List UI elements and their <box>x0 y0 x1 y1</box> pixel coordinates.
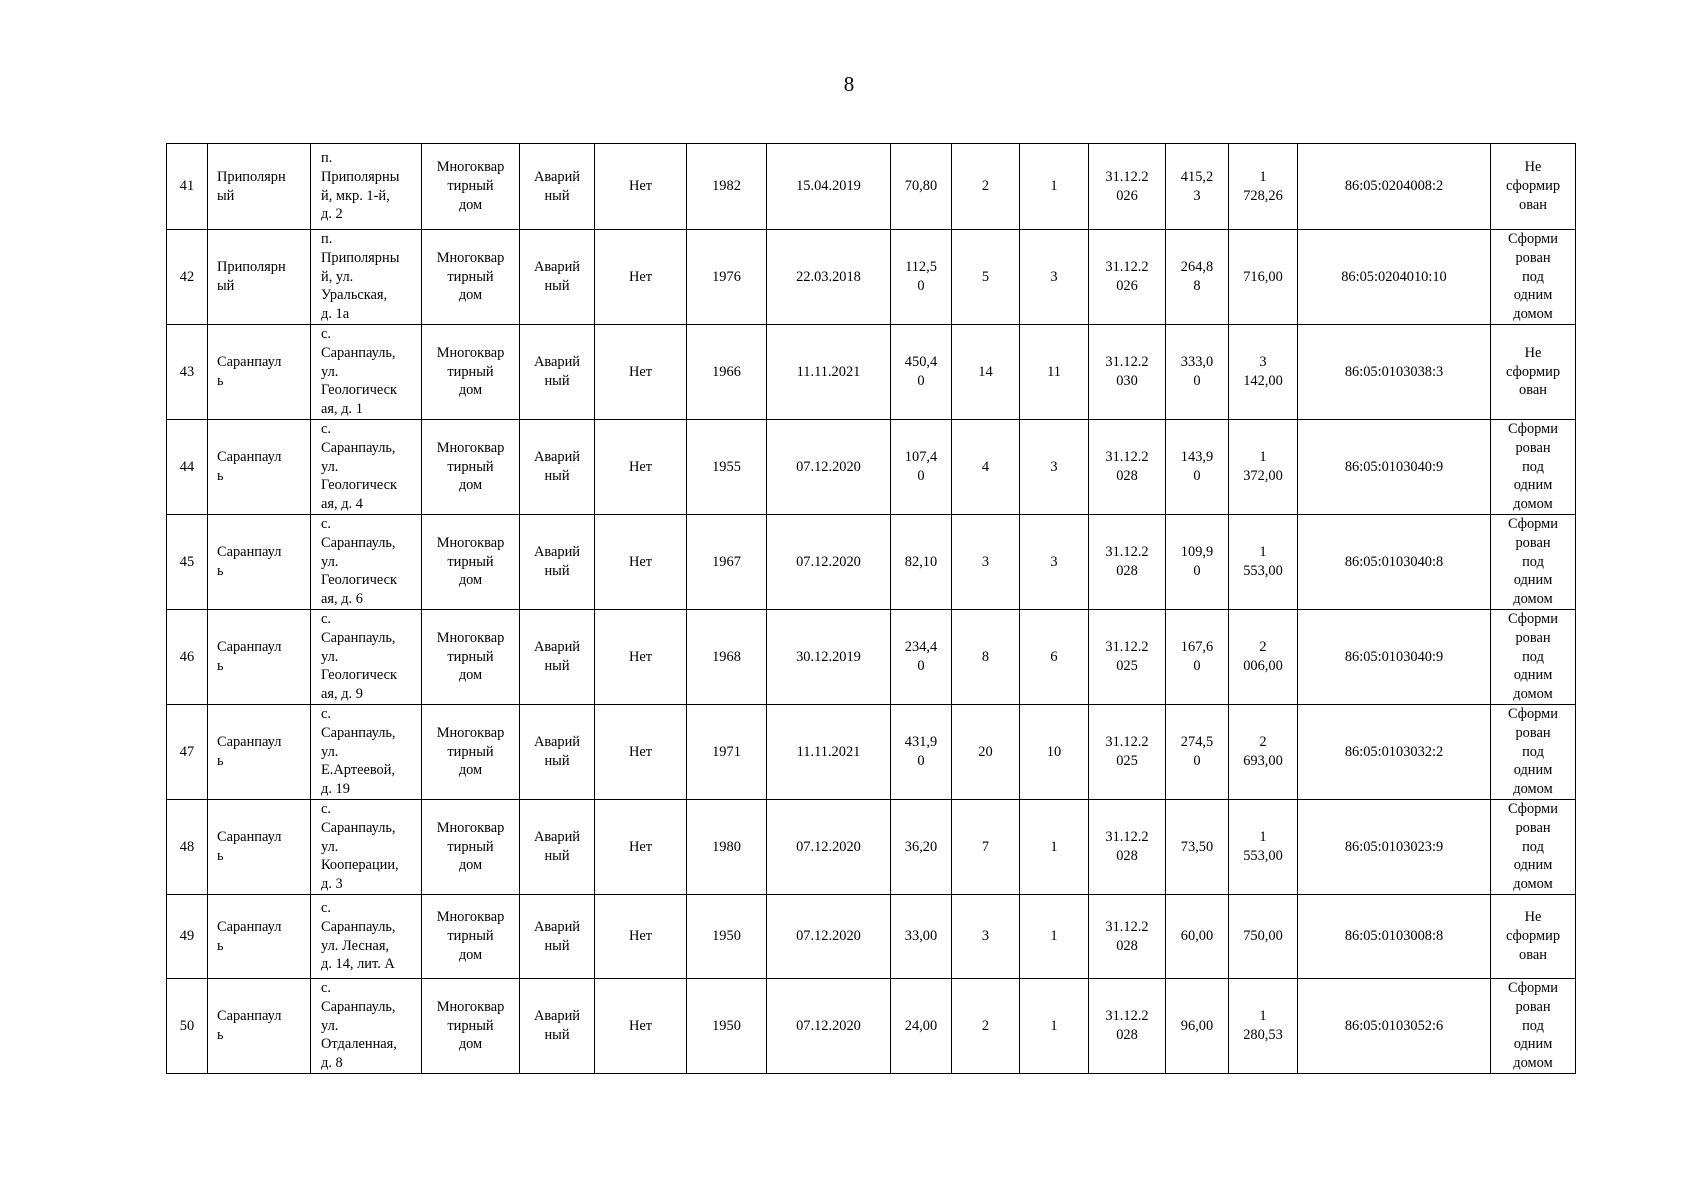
count-1-cell: 3 <box>952 515 1020 610</box>
address-cell: с. Саранпауль, ул. Геологическ ая, д. 6 <box>311 515 422 610</box>
building-type-cell: Многоквар тирный дом <box>422 705 520 800</box>
value-2-cell: 1 553,00 <box>1229 515 1298 610</box>
count-2-cell: 1 <box>1020 979 1089 1074</box>
count-2-cell: 6 <box>1020 610 1089 705</box>
table-row <box>167 979 1576 1074</box>
flag-cell: Нет <box>595 895 687 979</box>
area-cell: 107,4 0 <box>891 420 952 515</box>
cadastral-number-cell: 86:05:0103040:9 <box>1298 420 1491 515</box>
cadastral-number-cell: 86:05:0103040:9 <box>1298 610 1491 705</box>
row-number-cell: 41 <box>167 144 208 230</box>
land-status-cell: Не сформир ован <box>1491 325 1576 420</box>
value-1-cell: 333,0 0 <box>1166 325 1229 420</box>
table-row <box>167 325 1576 420</box>
building-type-cell: Многоквар тирный дом <box>422 800 520 895</box>
area-cell: 431,9 0 <box>891 705 952 800</box>
flag-cell: Нет <box>595 515 687 610</box>
area-cell: 450,4 0 <box>891 325 952 420</box>
value-2-cell: 2 693,00 <box>1229 705 1298 800</box>
count-2-cell: 3 <box>1020 230 1089 325</box>
value-2-cell: 1 372,00 <box>1229 420 1298 515</box>
value-1-cell: 73,50 <box>1166 800 1229 895</box>
row-number-cell: 43 <box>167 325 208 420</box>
count-2-cell: 3 <box>1020 420 1089 515</box>
count-2-cell: 1 <box>1020 800 1089 895</box>
cadastral-number-cell: 86:05:0103008:8 <box>1298 895 1491 979</box>
row-number-cell: 49 <box>167 895 208 979</box>
value-2-cell: 1 553,00 <box>1229 800 1298 895</box>
area-cell: 70,80 <box>891 144 952 230</box>
year-built-cell: 1955 <box>687 420 767 515</box>
decision-date-cell: 07.12.2020 <box>767 515 891 610</box>
building-type-cell: Многоквар тирный дом <box>422 610 520 705</box>
settlement-cell: Саранпаул ь <box>208 515 311 610</box>
deadline-cell: 31.12.2 025 <box>1089 705 1166 800</box>
cadastral-number-cell: 86:05:0204010:10 <box>1298 230 1491 325</box>
building-type-cell: Многоквар тирный дом <box>422 420 520 515</box>
page-number: 8 <box>843 72 855 96</box>
address-cell: с. Саранпауль, ул. Е.Артеевой, д. 19 <box>311 705 422 800</box>
deadline-cell: 31.12.2 028 <box>1089 420 1166 515</box>
table-row <box>167 705 1576 800</box>
decision-date-cell: 30.12.2019 <box>767 610 891 705</box>
condition-cell: Аварий ный <box>520 515 595 610</box>
table-row <box>167 420 1576 515</box>
settlement-cell: Саранпаул ь <box>208 800 311 895</box>
building-type-cell: Многоквар тирный дом <box>422 144 520 230</box>
cadastral-number-cell: 86:05:0103032:2 <box>1298 705 1491 800</box>
deadline-cell: 31.12.2 028 <box>1089 979 1166 1074</box>
condition-cell: Аварий ный <box>520 325 595 420</box>
building-type-cell: Многоквар тирный дом <box>422 895 520 979</box>
row-number-cell: 44 <box>167 420 208 515</box>
address-cell: с. Саранпауль, ул. Лесная, д. 14, лит. А <box>311 895 422 979</box>
flag-cell: Нет <box>595 610 687 705</box>
land-status-cell: Сформи рован под одним домом <box>1491 420 1576 515</box>
flag-cell: Нет <box>595 800 687 895</box>
deadline-cell: 31.12.2 028 <box>1089 800 1166 895</box>
table-row <box>167 515 1576 610</box>
decision-date-cell: 07.12.2020 <box>767 979 891 1074</box>
deadline-cell: 31.12.2 030 <box>1089 325 1166 420</box>
value-2-cell: 3 142,00 <box>1229 325 1298 420</box>
condition-cell: Аварий ный <box>520 144 595 230</box>
decision-date-cell: 11.11.2021 <box>767 325 891 420</box>
condition-cell: Аварий ный <box>520 895 595 979</box>
address-cell: с. Саранпауль, ул. Отдаленная, д. 8 <box>311 979 422 1074</box>
flag-cell: Нет <box>595 144 687 230</box>
flag-cell: Нет <box>595 705 687 800</box>
decision-date-cell: 07.12.2020 <box>767 420 891 515</box>
land-status-cell: Сформи рован под одним домом <box>1491 800 1576 895</box>
table-row <box>167 895 1576 979</box>
flag-cell: Нет <box>595 325 687 420</box>
settlement-cell: Саранпаул ь <box>208 325 311 420</box>
housing-registry-table <box>166 143 1576 1074</box>
decision-date-cell: 07.12.2020 <box>767 895 891 979</box>
deadline-cell: 31.12.2 028 <box>1089 895 1166 979</box>
decision-date-cell: 11.11.2021 <box>767 705 891 800</box>
address-cell: п. Приполярны й, ул. Уральская, д. 1а <box>311 230 422 325</box>
year-built-cell: 1968 <box>687 610 767 705</box>
decision-date-cell: 07.12.2020 <box>767 800 891 895</box>
address-cell: с. Саранпауль, ул. Геологическ ая, д. 1 <box>311 325 422 420</box>
decision-date-cell: 22.03.2018 <box>767 230 891 325</box>
count-1-cell: 5 <box>952 230 1020 325</box>
building-type-cell: Многоквар тирный дом <box>422 325 520 420</box>
row-number-cell: 48 <box>167 800 208 895</box>
deadline-cell: 31.12.2 026 <box>1089 230 1166 325</box>
row-number-cell: 50 <box>167 979 208 1074</box>
area-cell: 33,00 <box>891 895 952 979</box>
address-cell: с. Саранпауль, ул. Геологическ ая, д. 9 <box>311 610 422 705</box>
cadastral-number-cell: 86:05:0103052:6 <box>1298 979 1491 1074</box>
cadastral-number-cell: 86:05:0103038:3 <box>1298 325 1491 420</box>
area-cell: 234,4 0 <box>891 610 952 705</box>
land-status-cell: Сформи рован под одним домом <box>1491 705 1576 800</box>
year-built-cell: 1980 <box>687 800 767 895</box>
value-1-cell: 60,00 <box>1166 895 1229 979</box>
land-status-cell: Сформи рован под одним домом <box>1491 979 1576 1074</box>
year-built-cell: 1950 <box>687 979 767 1074</box>
row-number-cell: 45 <box>167 515 208 610</box>
flag-cell: Нет <box>595 420 687 515</box>
value-2-cell: 716,00 <box>1229 230 1298 325</box>
area-cell: 24,00 <box>891 979 952 1074</box>
row-number-cell: 42 <box>167 230 208 325</box>
land-status-cell: Не сформир ован <box>1491 895 1576 979</box>
count-2-cell: 1 <box>1020 895 1089 979</box>
condition-cell: Аварий ный <box>520 230 595 325</box>
value-2-cell: 1 728,26 <box>1229 144 1298 230</box>
value-2-cell: 2 006,00 <box>1229 610 1298 705</box>
value-1-cell: 143,9 0 <box>1166 420 1229 515</box>
condition-cell: Аварий ный <box>520 979 595 1074</box>
year-built-cell: 1976 <box>687 230 767 325</box>
row-number-cell: 47 <box>167 705 208 800</box>
value-1-cell: 109,9 0 <box>1166 515 1229 610</box>
table-row <box>167 610 1576 705</box>
condition-cell: Аварий ный <box>520 610 595 705</box>
land-status-cell: Сформи рован под одним домом <box>1491 610 1576 705</box>
building-type-cell: Многоквар тирный дом <box>422 515 520 610</box>
year-built-cell: 1966 <box>687 325 767 420</box>
count-2-cell: 3 <box>1020 515 1089 610</box>
value-2-cell: 750,00 <box>1229 895 1298 979</box>
settlement-cell: Приполярн ый <box>208 230 311 325</box>
count-1-cell: 14 <box>952 325 1020 420</box>
value-1-cell: 264,8 8 <box>1166 230 1229 325</box>
condition-cell: Аварий ный <box>520 800 595 895</box>
address-cell: с. Саранпауль, ул. Геологическ ая, д. 4 <box>311 420 422 515</box>
row-number-cell: 46 <box>167 610 208 705</box>
count-2-cell: 1 <box>1020 144 1089 230</box>
land-status-cell: Не сформир ован <box>1491 144 1576 230</box>
land-status-cell: Сформи рован под одним домом <box>1491 515 1576 610</box>
building-type-cell: Многоквар тирный дом <box>422 979 520 1074</box>
cadastral-number-cell: 86:05:0103040:8 <box>1298 515 1491 610</box>
area-cell: 112,5 0 <box>891 230 952 325</box>
count-2-cell: 11 <box>1020 325 1089 420</box>
year-built-cell: 1971 <box>687 705 767 800</box>
value-1-cell: 415,2 3 <box>1166 144 1229 230</box>
settlement-cell: Саранпаул ь <box>208 610 311 705</box>
address-cell: с. Саранпауль, ул. Кооперации, д. 3 <box>311 800 422 895</box>
cadastral-number-cell: 86:05:0103023:9 <box>1298 800 1491 895</box>
condition-cell: Аварий ный <box>520 420 595 515</box>
area-cell: 36,20 <box>891 800 952 895</box>
settlement-cell: Приполярн ый <box>208 144 311 230</box>
decision-date-cell: 15.04.2019 <box>767 144 891 230</box>
table-row <box>167 230 1576 325</box>
value-1-cell: 274,5 0 <box>1166 705 1229 800</box>
settlement-cell: Саранпаул ь <box>208 420 311 515</box>
count-1-cell: 4 <box>952 420 1020 515</box>
count-2-cell: 10 <box>1020 705 1089 800</box>
settlement-cell: Саранпаул ь <box>208 895 311 979</box>
table-row <box>167 800 1576 895</box>
value-2-cell: 1 280,53 <box>1229 979 1298 1074</box>
area-cell: 82,10 <box>891 515 952 610</box>
value-1-cell: 96,00 <box>1166 979 1229 1074</box>
count-1-cell: 8 <box>952 610 1020 705</box>
count-1-cell: 3 <box>952 895 1020 979</box>
building-type-cell: Многоквар тирный дом <box>422 230 520 325</box>
year-built-cell: 1982 <box>687 144 767 230</box>
count-1-cell: 7 <box>952 800 1020 895</box>
deadline-cell: 31.12.2 028 <box>1089 515 1166 610</box>
count-1-cell: 20 <box>952 705 1020 800</box>
count-1-cell: 2 <box>952 979 1020 1074</box>
deadline-cell: 31.12.2 026 <box>1089 144 1166 230</box>
year-built-cell: 1967 <box>687 515 767 610</box>
condition-cell: Аварий ный <box>520 705 595 800</box>
cadastral-number-cell: 86:05:0204008:2 <box>1298 144 1491 230</box>
table-row <box>167 144 1576 230</box>
deadline-cell: 31.12.2 025 <box>1089 610 1166 705</box>
flag-cell: Нет <box>595 979 687 1074</box>
value-1-cell: 167,6 0 <box>1166 610 1229 705</box>
year-built-cell: 1950 <box>687 895 767 979</box>
settlement-cell: Саранпаул ь <box>208 979 311 1074</box>
land-status-cell: Сформи рован под одним домом <box>1491 230 1576 325</box>
address-cell: п. Приполярны й, мкр. 1-й, д. 2 <box>311 144 422 230</box>
settlement-cell: Саранпаул ь <box>208 705 311 800</box>
flag-cell: Нет <box>595 230 687 325</box>
count-1-cell: 2 <box>952 144 1020 230</box>
table-body <box>167 144 1576 1074</box>
